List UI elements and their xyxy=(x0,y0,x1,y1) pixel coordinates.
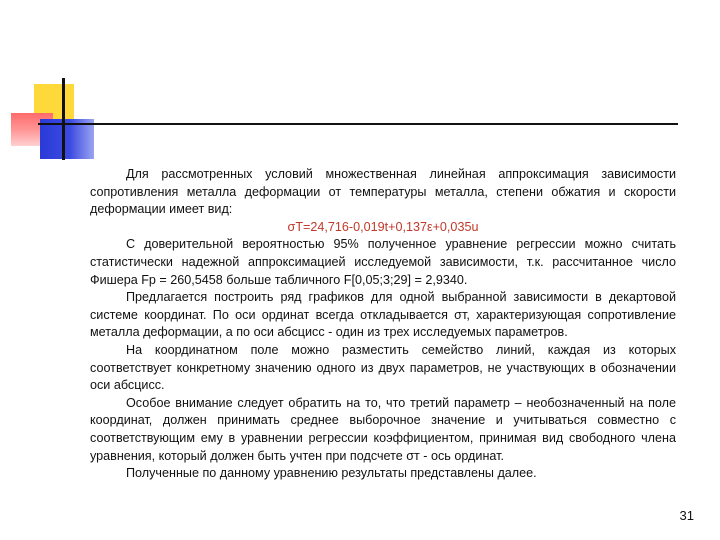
paragraph-results: Полученные по данному уравнению результаты представлены далее. xyxy=(126,466,537,481)
paragraph-graphs: Предлагается построить ряд графиков для одной выбранной зависимости в декартовой системе координат. По оси ординат всегда откладывается σт, характеризующая сопротивление металла деформации, а по оси абсцисс - один из трех исследуемых параметров. xyxy=(90,290,676,340)
paragraph-third-parameter: Особое внимание следует обратить на то, что третий параметр – необозначенный на поле координат, должен принимать среднее выборочное значение и учитываться совместно с соответствующим ему в уравнении регрессии коэффициентом, принимая вид свободного члена уравнения, который должен быть учтен при подсчете σт - ось ординат. xyxy=(90,395,676,463)
decorative-blue-square xyxy=(40,119,94,159)
paragraph-confidence: С доверительной вероятностью 95% полученное уравнение регрессии можно считать статистически надежной аппроксимацией исследуемой зависимости, т.к. рассчитанное число Фишера Fp = 260,5458 больше табличного F[0,05;3;29] = 2,9340. xyxy=(90,237,676,287)
slide-body xyxy=(90,166,676,483)
decorative-vertical-line xyxy=(62,78,65,160)
paragraph-intro: Для рассмотренных условий множественная линейная аппроксимация зависимости сопротивления металла деформации от температуры металла, степени обжатия и скорости деформации имеет вид: xyxy=(90,167,676,217)
decorative-horizontal-line xyxy=(38,123,678,125)
page-number: 31 xyxy=(679,508,694,523)
paragraph-coordinate-field: На координатном поле можно разместить семейство линий, каждая из которых соответствует конкретному значению одного из двух параметров, не участвующих в обозначении оси абсцисс. xyxy=(90,342,676,393)
regression-formula: σТ=24,716-0,019t+0,137ε+0,035u xyxy=(287,219,479,234)
